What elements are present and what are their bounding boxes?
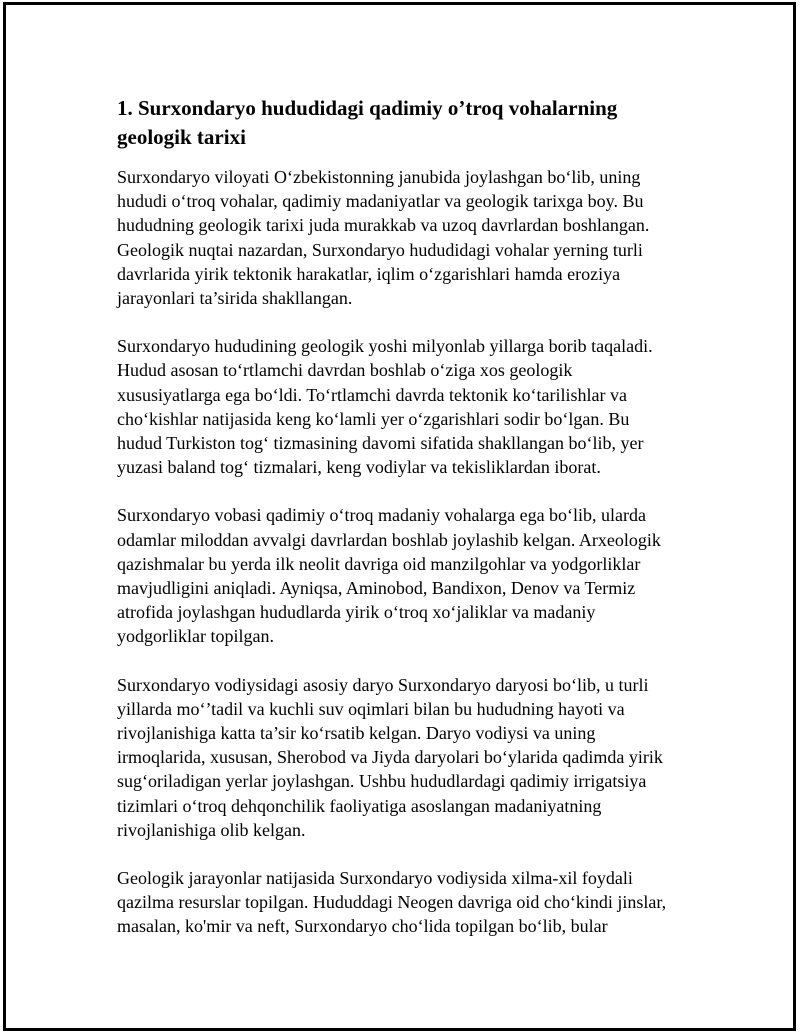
text-line: cho‘kishlar natijasida keng ko‘lamli yer o‘zgarishlari sodir bo‘lgan. Bu: [117, 408, 630, 429]
text-line: sug‘oriladigan yerlar joylashgan. Ushbu hududlardagi qadimiy irrigatsiya: [117, 771, 647, 792]
text-line: tizimlari o‘troq dehqonchilik faoliyatiga asoslangan madaniyatning: [117, 795, 602, 816]
text-line: xususiyatlarga ega bo‘ldi. To‘rtlamchi davrda tektonik ko‘tarilishlar va: [117, 384, 627, 405]
text-line: qazilma resurslar topilgan. Hududdagi Neogen davriga oid cho‘kindi jinslar,: [117, 892, 667, 913]
text-line: jarayonlari ta’sirida shakllangan.: [117, 288, 353, 309]
section-heading: [117, 94, 692, 152]
heading-line: 1. Surxondaryo hududidagi qadimiy o’troq vohalarning: [117, 96, 618, 120]
text-line: Geologik nuqtai nazardan, Surxondaryo hududidagi vohalar yerning turli: [117, 239, 643, 260]
heading-line: geologik tarixi: [117, 125, 246, 149]
text-line: masalan, ko'mir va neft, Surxondaryo cho‘lida topilgan bo‘lib, bular: [117, 916, 608, 937]
text-line: davrlarida yirik tektonik harakatlar, iqlim o‘zgarishlari hamda eroziya: [117, 263, 621, 284]
text-line: Hudud asosan to‘rtlamchi davrdan boshlab o‘ziga xos geologik: [117, 360, 573, 381]
paragraph-3: [117, 503, 692, 648]
paragraph-5: [117, 866, 692, 939]
text-line: yuzasi baland tog‘ tizmalari, keng vodiylar va tekisliklardan iborat.: [117, 457, 601, 478]
text-line: atrofida joylashgan hududlarda yirik o‘troq xo‘jaliklar va madaniy: [117, 602, 596, 623]
text-line: rivojlanishiga olib kelgan.: [117, 819, 306, 840]
text-line: irmoqlarida, xususan, Sherobod va Jiyda daryolari bo‘ylarida qadimda yirik: [117, 747, 663, 768]
text-line: odamlar miloddan avvalgi davrlardan boshlab joylashib kelgan. Arxeologik: [117, 529, 661, 550]
paragraph-1: [117, 165, 692, 310]
text-line: Geologik jarayonlar natijasida Surxondaryo vodiysida xilma-xil foydali: [117, 868, 633, 889]
text-line: Surxondaryo viloyati O‘zbekistonning janubida joylashgan bo‘lib, uning: [117, 167, 641, 187]
text-line: yodgorliklar topilgan.: [117, 626, 274, 647]
paragraph-2: [117, 334, 692, 479]
text-line: Surxondaryo vodiysidagi asosiy daryo Surxondaryo daryosi bo‘lib, u turli: [117, 674, 649, 695]
text-line: hududi o‘troq vohalar, qadimiy madaniyatlar va geologik tarixga boy. Bu: [117, 191, 644, 212]
paragraph-4: [117, 673, 692, 842]
text-line: hududning geologik tarixi juda murakkab va uzoq davrlardan boshlangan.: [117, 215, 650, 236]
text-line: yillarda mo‘’tadil va kuchli suv oqimlari bilan bu hududning hayoti va: [117, 698, 625, 719]
text-line: Surxondaryo vobasi qadimiy o‘troq madaniy vohalarga ega bo‘lib, ularda: [117, 505, 647, 526]
text-line: hudud Turkiston tog‘ tizmasining davomi sifatida shakllangan bo‘lib, yer: [117, 433, 644, 454]
text-line: Surxondaryo hududining geologik yoshi milyonlab yillarga borib taqaladi.: [117, 336, 653, 357]
text-line: mavjudligini aniqladi. Ayniqsa, Aminobod, Bandixon, Denov va Termiz: [117, 578, 636, 599]
text-line: rivojlanishiga katta ta’sir ko‘rsatib kelgan. Daryo vodiysi va uning: [117, 723, 596, 744]
document-body: [117, 94, 692, 963]
text-line: qazishmalar bu yerda ilk neolit davriga oid manzilgohlar va yodgorliklar: [117, 553, 641, 574]
